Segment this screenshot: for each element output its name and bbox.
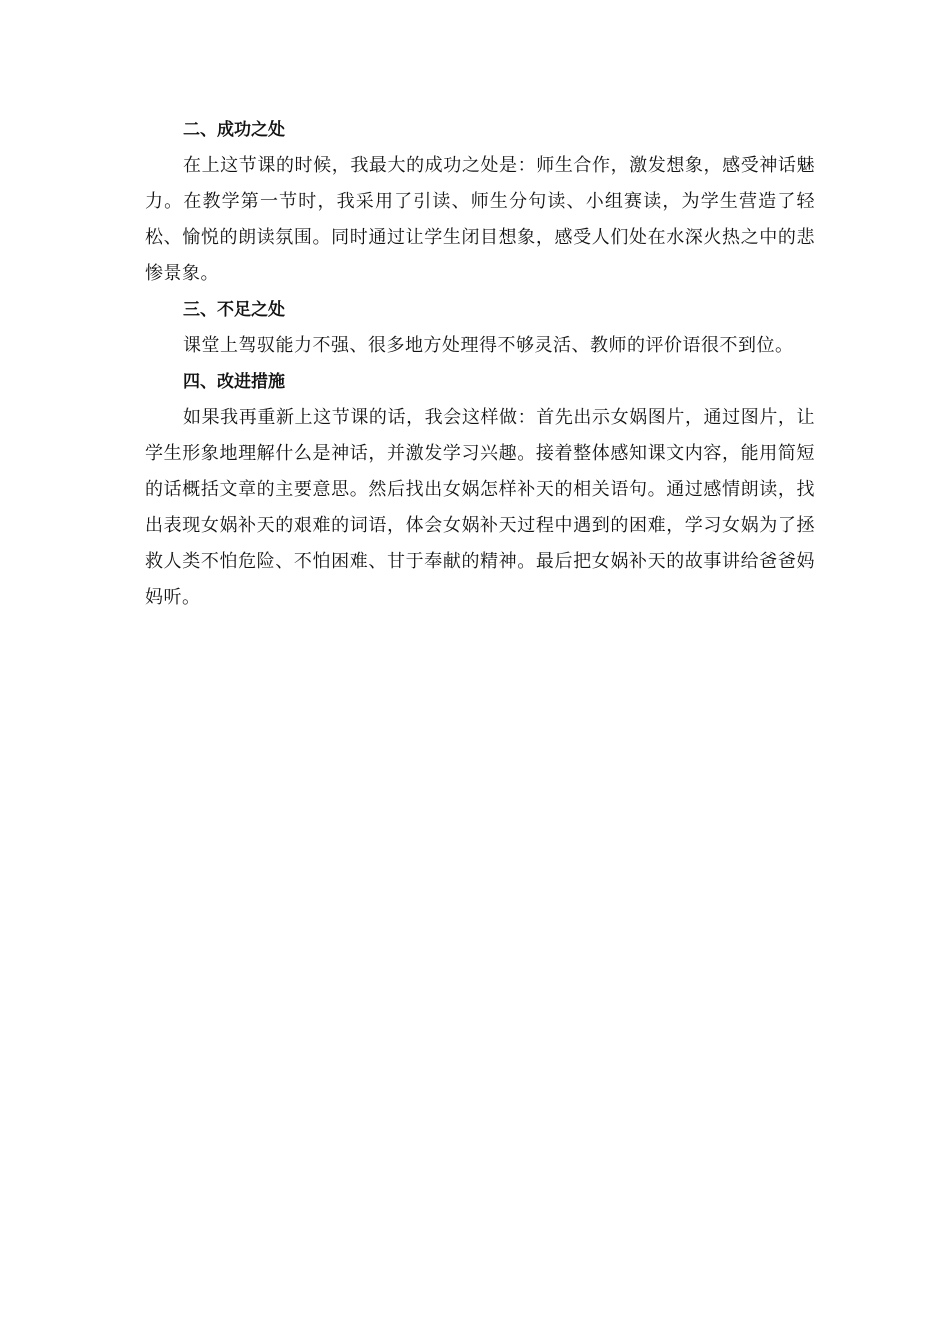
section-body-success: 在上这节课的时候，我最大的成功之处是：师生合作，激发想象，感受神话魅力。在教学第一节时，我采用了引读、师生分句读、小组赛读，为学生营造了轻松、愉悦的朗读氛围。同时通过让学生闭目想象，感受人们处在水深火热之中的悲惨景象。: [145, 155, 815, 284]
section-heading-improvements: 四、改进措施: [183, 372, 285, 392]
section-heading-shortcomings: 三、不足之处: [183, 300, 285, 320]
section-body-shortcomings: 课堂上驾驭能力不强、很多地方处理得不够灵活、教师的评价语很不到位。: [183, 335, 794, 356]
document-content: [145, 112, 815, 616]
section-body-improvements: 如果我再重新上这节课的话，我会这样做：首先出示女娲图片，通过图片，让学生形象地理解什么是神话，并激发学习兴趣。接着整体感知课文内容，能用简短的话概括文章的主要意思。然后找出女娲怎样补天的相关语句。通过感情朗读，找出表现女娲补天的艰难的词语，体会女娲补天过程中遇到的困难，学习女娲为了拯救人类不怕危险、不怕困难、甘于奉献的精神。最后把女娲补天的故事讲给爸爸妈妈听。: [145, 407, 815, 608]
section-heading-success: 二、成功之处: [183, 120, 285, 140]
